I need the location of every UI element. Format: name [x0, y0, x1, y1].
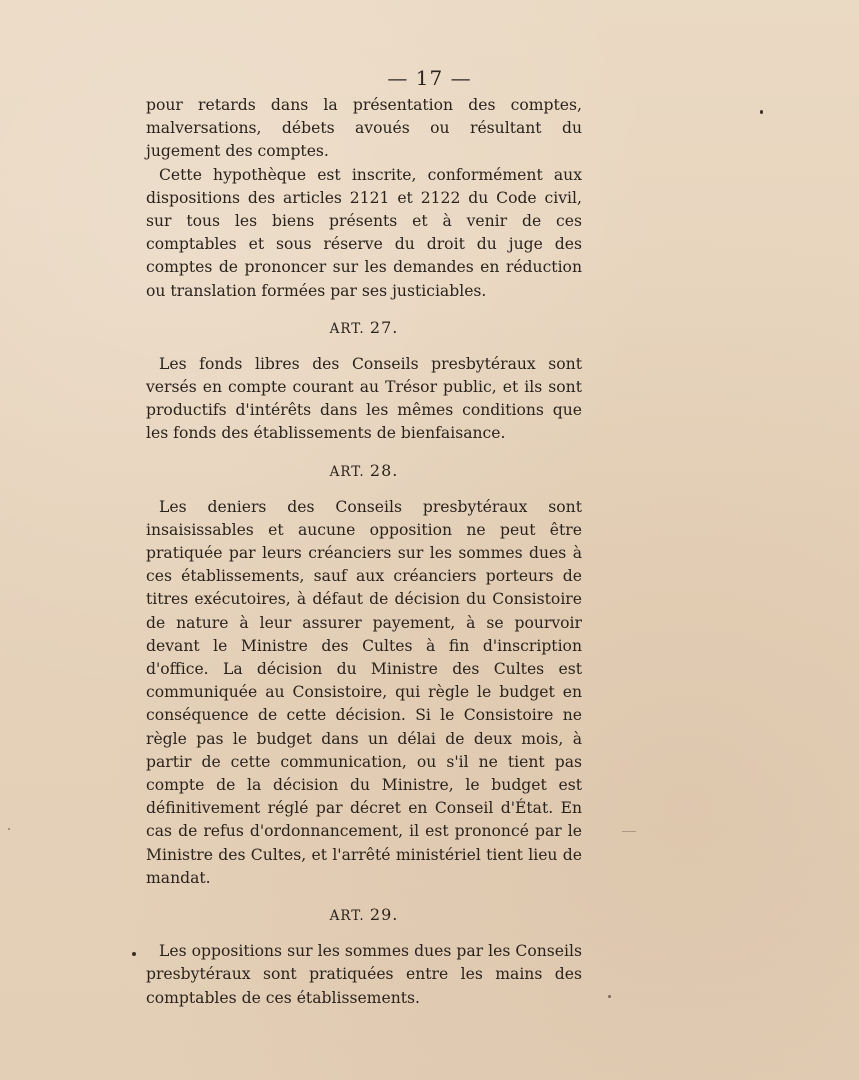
- article-heading-29: [146, 903, 582, 928]
- page-body: [146, 94, 582, 1010]
- paragraph-article-29: Les oppositions sur les sommes dues par les Conseils presbytéraux sont pratiquées entre les mains des comptables de ces établissements.: [146, 942, 582, 1007]
- paper-speck: [760, 110, 763, 114]
- paper-speck: [608, 995, 611, 998]
- paragraph-article-28: Les deniers des Conseils presbytéraux sont insaisissables et aucune opposition ne peut être pratiquée par leurs créanciers sur les sommes dues à ces établissements, sauf aux créanciers porteurs de titres exécutoires, à défaut de décision du Consistoire de nature à leur assurer payement, à se pourvoir devant le Ministre des Cultes à fin d'inscription d'office. La décision du Ministre des Cultes est communiquée au Consistoire, qui règle le budget en conséquence de cette décision. Si le Consistoire ne règle pas le budget dans un délai de deux mois, à partir de cette communication, ou s'il ne tient pas compte de la décision du Ministre, le budget est définitivement réglé par décret en Conseil d'État. En cas de refus d'ordonnancement, il est prononcé par le Ministre des Cultes, et l'arrêté ministériel tient lieu de mandat.: [146, 497, 582, 887]
- article-label: ART.: [329, 463, 365, 480]
- article-number: 28.: [369, 460, 399, 480]
- article-number: 29.: [369, 905, 399, 925]
- article-heading-28: [146, 459, 582, 484]
- article-label: ART.: [329, 908, 365, 925]
- article-number: 27.: [369, 317, 399, 337]
- paragraph-hypotheque: Cette hypothèque est inscrite, conformément aux dispositions des articles 2121 et 2122 du Code civil, sur tous les biens présents et à venir de ces comptables et sous réserve du droit du juge des comptes de prononcer sur les demandes en réduction ou translation formées par ses justiciables.: [146, 165, 582, 300]
- paragraph-article-27: Les fonds libres des Conseils presbytéraux sont versés en compte courant au Trésor public, et ils sont productifs d'intérêts dans les mêmes conditions que les fonds des établissements de bienfaisance.: [146, 354, 582, 443]
- article-label: ART.: [329, 320, 365, 337]
- paper-mark: [622, 831, 636, 832]
- page-number: — 17 —: [387, 66, 472, 90]
- paragraph-continuation: pour retards dans la présentation des comptes, malversations, débets avoués ou résultant du jugement des comptes.: [146, 96, 582, 161]
- paper-speck: [8, 828, 10, 830]
- article-heading-27: [146, 316, 582, 341]
- paper-speck: [132, 952, 136, 956]
